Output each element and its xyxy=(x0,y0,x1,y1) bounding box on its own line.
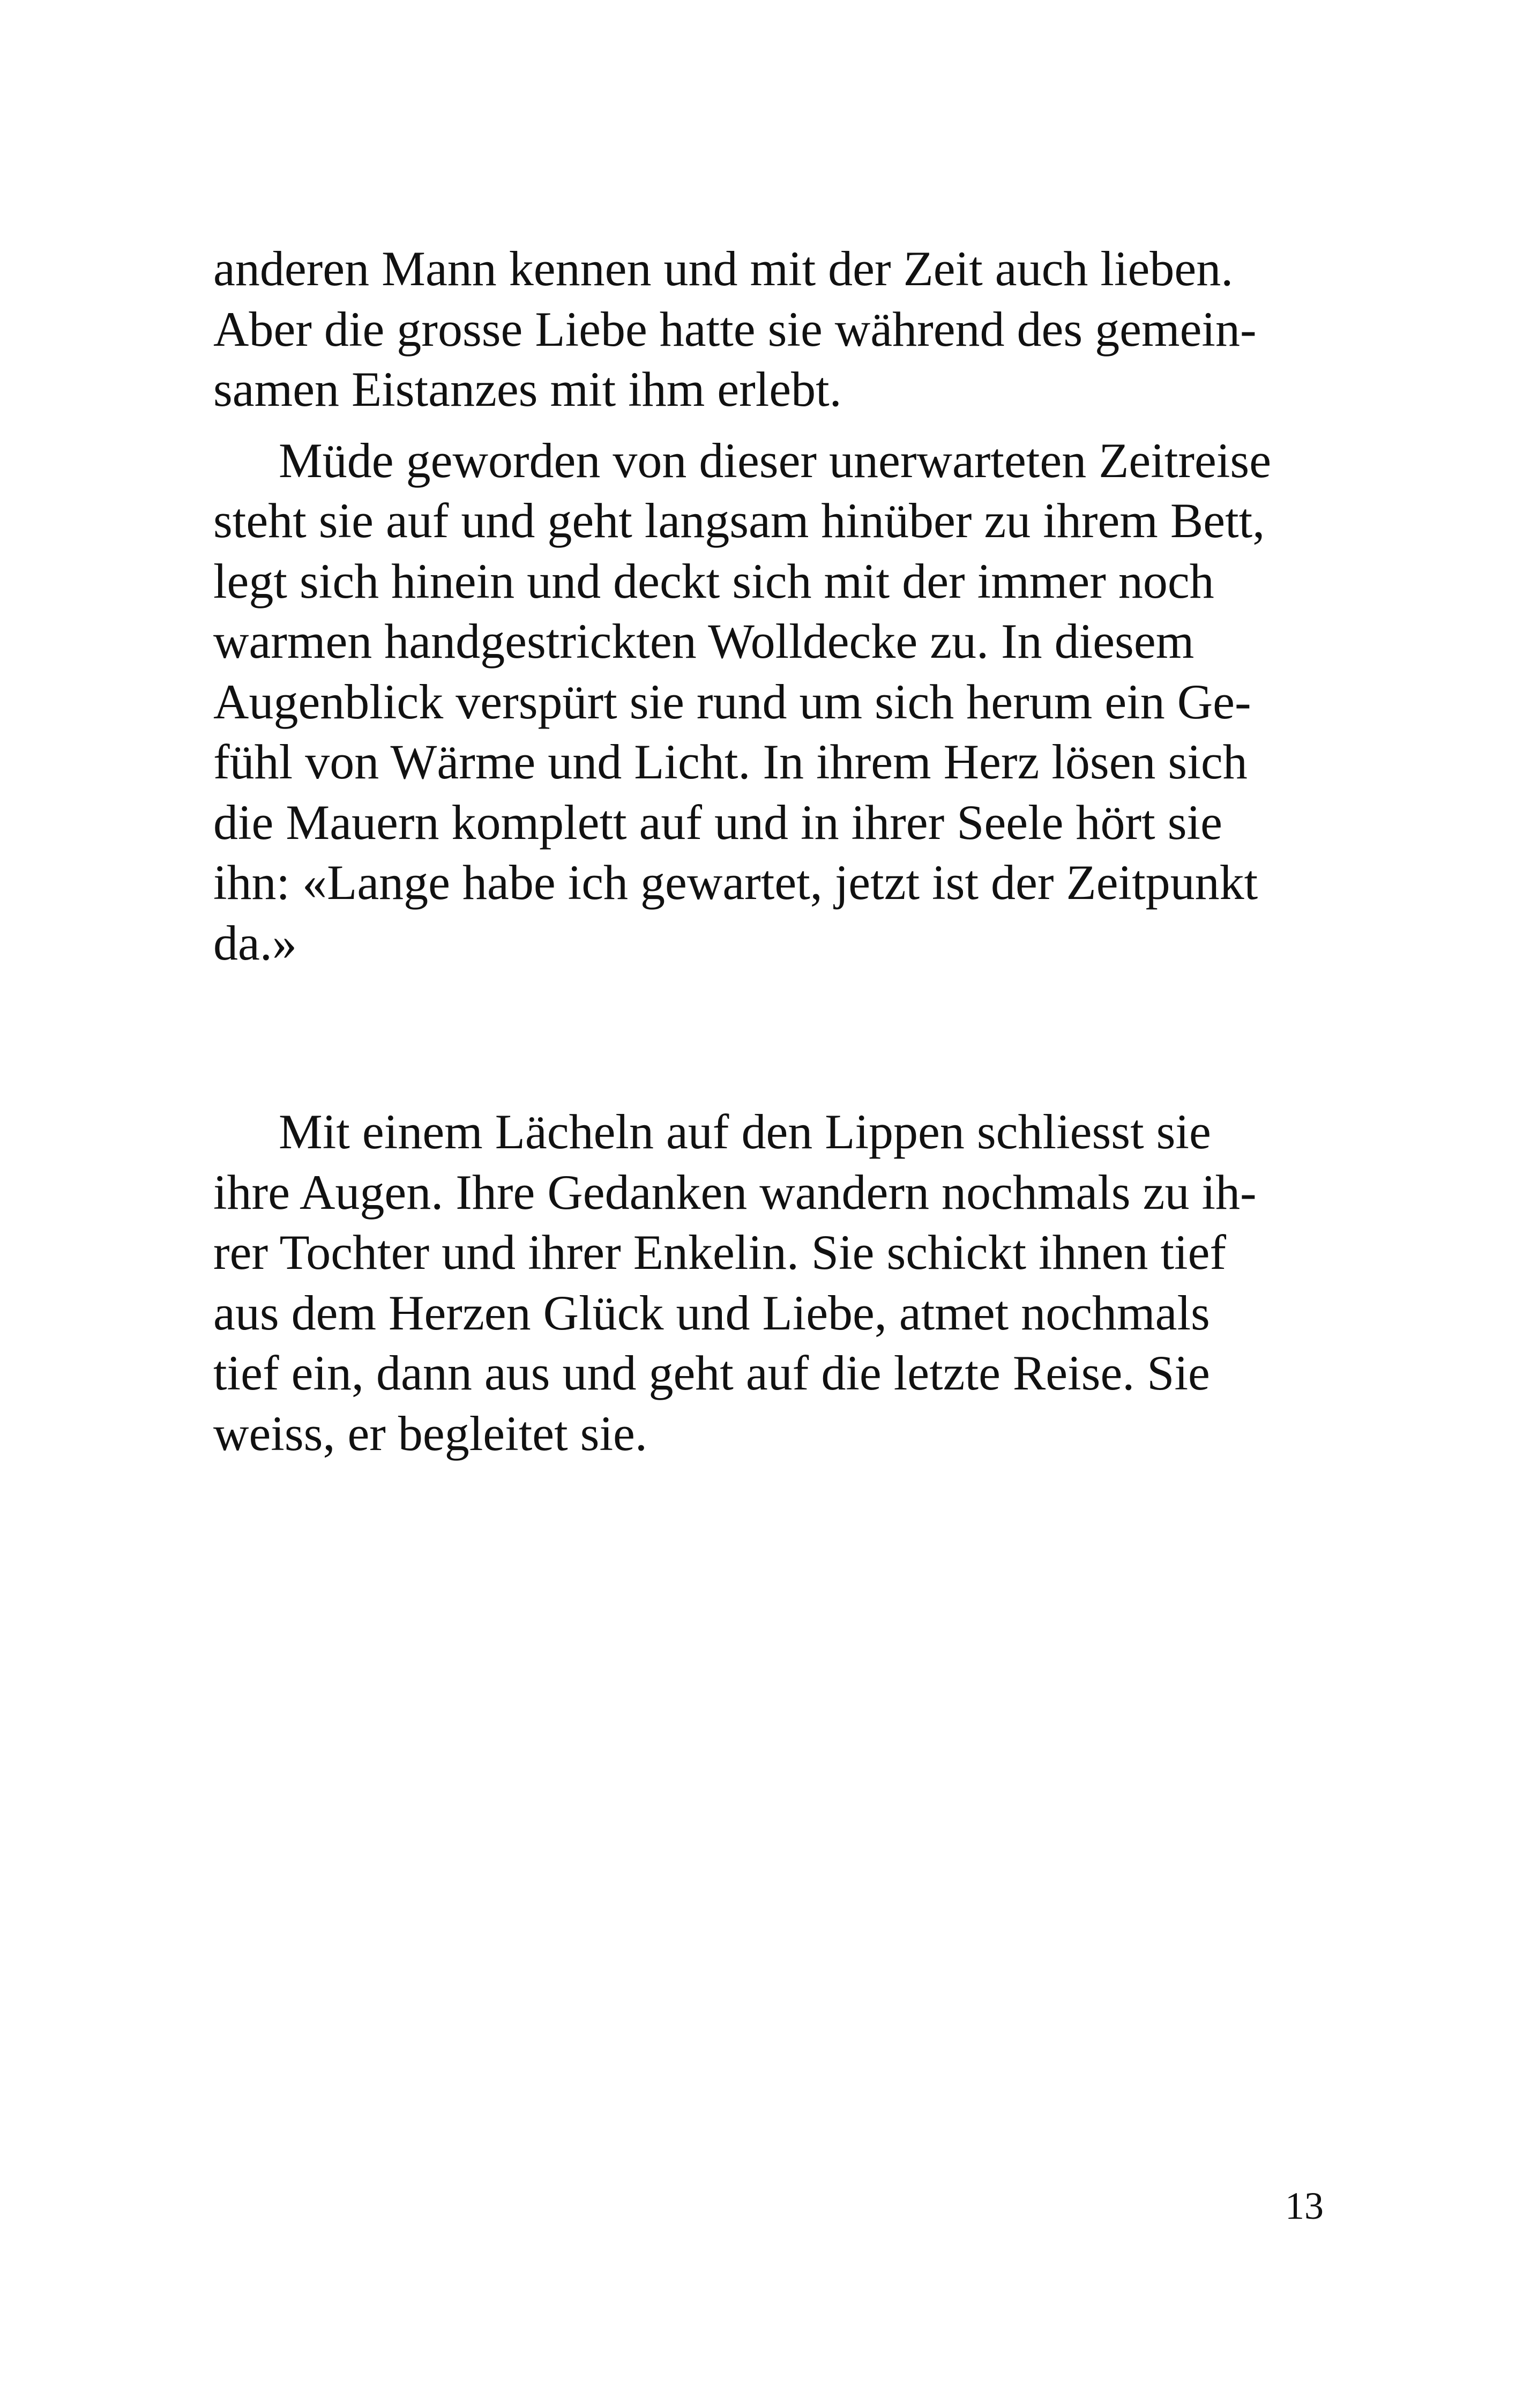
text-line: Aber die grosse Liebe hatte sie während des gemein- xyxy=(213,301,1257,356)
text-line: anderen Mann kennen und mit der Zeit auch lieben. xyxy=(213,241,1234,296)
text-line: legt sich hinein und deckt sich mit der immer noch xyxy=(213,553,1214,608)
paragraph-2 xyxy=(213,430,1317,973)
text-line: Mit einem Lächeln auf den Lippen schliesst sie xyxy=(279,1104,1211,1159)
text-line: rer Tochter und ihrer Enkelin. Sie schickt ihnen tief xyxy=(213,1225,1227,1280)
text-line: steht sie auf und geht langsam hinüber zu ihrem Bett, xyxy=(213,493,1265,548)
text-line: ihre Augen. Ihre Gedanken wandern nochmals zu ih- xyxy=(213,1164,1257,1220)
text-line: samen Eistanzes mit ihm erlebt. xyxy=(213,362,842,417)
text-line: aus dem Herzen Glück und Liebe, atmet nochmals xyxy=(213,1285,1210,1340)
text-line: ihn: «Lange habe ich gewartet, jetzt ist der Zeitpunkt xyxy=(213,855,1258,910)
text-line: die Mauern komplett auf und in ihrer Seele hört sie xyxy=(213,794,1222,850)
text-line: fühl von Wärme und Licht. In ihrem Herz lösen sich xyxy=(213,734,1248,789)
page-number: 13 xyxy=(1285,2184,1324,2227)
body-text xyxy=(213,239,1317,1463)
paragraph-3 xyxy=(213,1102,1317,1463)
text-line: weiss, er begleitet sie. xyxy=(213,1406,647,1461)
paragraph-1 xyxy=(213,239,1317,420)
text-line: tief ein, dann aus und geht auf die letzte Reise. Sie xyxy=(213,1346,1210,1400)
text-line: Augenblick verspürt sie rund um sich herum ein Ge- xyxy=(213,674,1251,729)
text-line: Müde geworden von dieser unerwarteten Zeitreise xyxy=(279,433,1272,488)
text-line: warmen handgestrickten Wolldecke zu. In diesem xyxy=(213,614,1194,668)
text-line: da.» xyxy=(213,915,297,970)
